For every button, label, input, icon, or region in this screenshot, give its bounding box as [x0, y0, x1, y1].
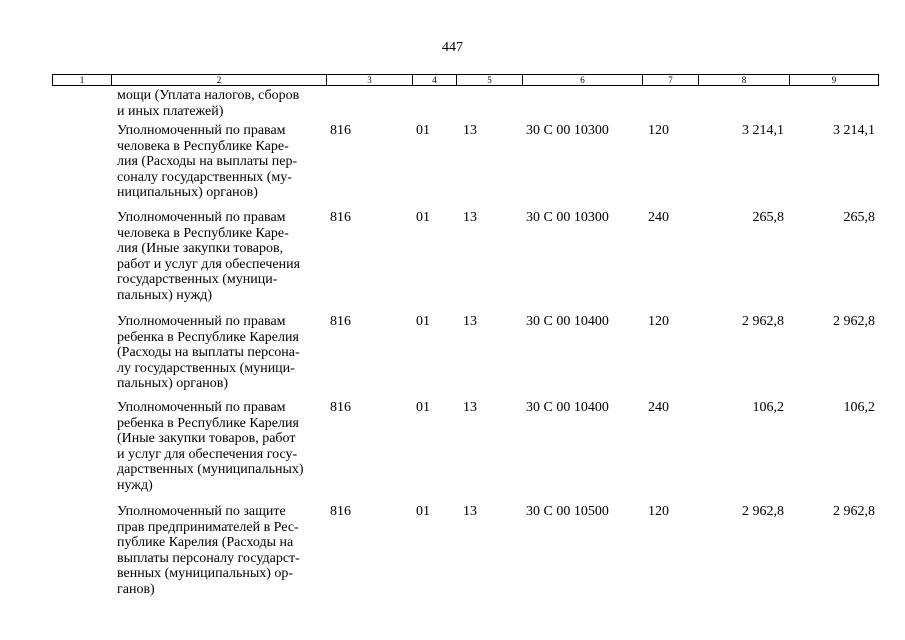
cell-expense-type: 120: [648, 504, 669, 519]
header-col-7: 7: [643, 75, 699, 85]
cell-amount-1: 106,2: [752, 400, 784, 415]
cell-target-article: 30 С 00 10500: [526, 504, 609, 519]
cell-amount-1: 3 214,1: [742, 123, 784, 138]
cell-section: 01: [416, 504, 430, 519]
cell-ministry-code: 816: [330, 314, 351, 329]
cell-target-article: 30 С 00 10300: [526, 123, 609, 138]
cell-ministry-code: 816: [330, 504, 351, 519]
name-line: пальных) органов): [117, 376, 228, 392]
name-line: Уполномоченный по правам: [117, 210, 286, 225]
name-line: выплаты персоналу государст-: [117, 550, 300, 566]
header-col-5: 5: [457, 75, 523, 85]
cell-amount-1: 2 962,8: [742, 504, 784, 519]
row-name: [117, 210, 327, 304]
page-number: 447: [442, 40, 463, 55]
name-line: прав предпринимателей в Рес-: [117, 519, 299, 535]
name-line: пальных) нужд): [117, 287, 213, 303]
header-col-2: 2: [112, 75, 327, 85]
cell-amount-2: 265,8: [843, 210, 875, 225]
name-line: венных (муниципальных) ор-: [117, 566, 294, 582]
cell-target-article: 30 С 00 10400: [526, 314, 609, 329]
name-line: ганов): [117, 581, 155, 597]
name-line: человека в Республике Каре-: [117, 138, 289, 154]
header-col-3: 3: [327, 75, 413, 85]
cell-expense-type: 240: [648, 400, 669, 415]
cell-expense-type: 120: [648, 314, 669, 329]
row-name: [117, 504, 327, 598]
name-line: государственных (муници-: [117, 272, 278, 288]
cell-amount-2: 2 962,8: [833, 314, 875, 329]
name-line: работ и услуг для обеспечения: [117, 256, 301, 272]
cell-ministry-code: 816: [330, 123, 351, 138]
cell-amount-1: 2 962,8: [742, 314, 784, 329]
cell-amount-2: 2 962,8: [833, 504, 875, 519]
table-header: [52, 74, 879, 86]
name-line: ниципальных) органов): [117, 185, 258, 201]
name-line: и иных платежей): [117, 103, 224, 119]
header-col-4: 4: [413, 75, 457, 85]
row-name: [117, 123, 327, 201]
name-line: соналу государственных (му-: [117, 169, 292, 185]
name-line: дарственных (муниципальных): [117, 462, 304, 478]
name-line: человека в Республике Каре-: [117, 225, 289, 241]
header-col-9: 9: [831, 75, 837, 85]
cell-subsection: 13: [463, 504, 477, 519]
cell-amount-1: 265,8: [752, 210, 784, 225]
cell-amount-2: 106,2: [843, 400, 875, 415]
cell-target-article: 30 С 00 10300: [526, 210, 609, 225]
row-name: [117, 314, 327, 392]
name-line: публике Карелия (Расходы на: [117, 535, 294, 551]
cell-section: 01: [416, 210, 430, 225]
row-name: [117, 88, 327, 119]
header-col-8: 8: [699, 75, 790, 85]
cell-ministry-code: 816: [330, 210, 351, 225]
cell-ministry-code: 816: [330, 400, 351, 415]
cell-expense-type: 240: [648, 210, 669, 225]
name-line: нужд): [117, 477, 153, 493]
name-line: мощи (Уплата налогов, сборов: [117, 88, 300, 103]
name-line: Уполномоченный по защите: [117, 504, 286, 519]
name-line: ребенка в Республике Карелия: [117, 329, 299, 345]
name-line: Уполномоченный по правам: [117, 123, 286, 138]
cell-target-article: 30 С 00 10400: [526, 400, 609, 415]
cell-section: 01: [416, 314, 430, 329]
cell-subsection: 13: [463, 210, 477, 225]
cell-subsection: 13: [463, 123, 477, 138]
name-line: Уполномоченный по правам: [117, 314, 286, 329]
header-col-6: 6: [523, 75, 643, 85]
name-line: лия (Расходы на выплаты пер-: [117, 154, 298, 170]
cell-section: 01: [416, 123, 430, 138]
name-line: лу государственных (муници-: [117, 360, 295, 376]
cell-amount-2: 3 214,1: [833, 123, 875, 138]
header-col-1: 1: [53, 75, 112, 85]
name-line: (Расходы на выплаты персона-: [117, 345, 300, 361]
cell-expense-type: 120: [648, 123, 669, 138]
name-line: ребенка в Республике Карелия: [117, 415, 299, 431]
cell-subsection: 13: [463, 400, 477, 415]
name-line: Уполномоченный по правам: [117, 400, 286, 415]
name-line: (Иные закупки товаров, работ: [117, 431, 296, 447]
name-line: и услуг для обеспечения госу-: [117, 446, 298, 462]
row-name: [117, 400, 327, 494]
cell-section: 01: [416, 400, 430, 415]
cell-subsection: 13: [463, 314, 477, 329]
name-line: лия (Иные закупки товаров,: [117, 241, 284, 257]
